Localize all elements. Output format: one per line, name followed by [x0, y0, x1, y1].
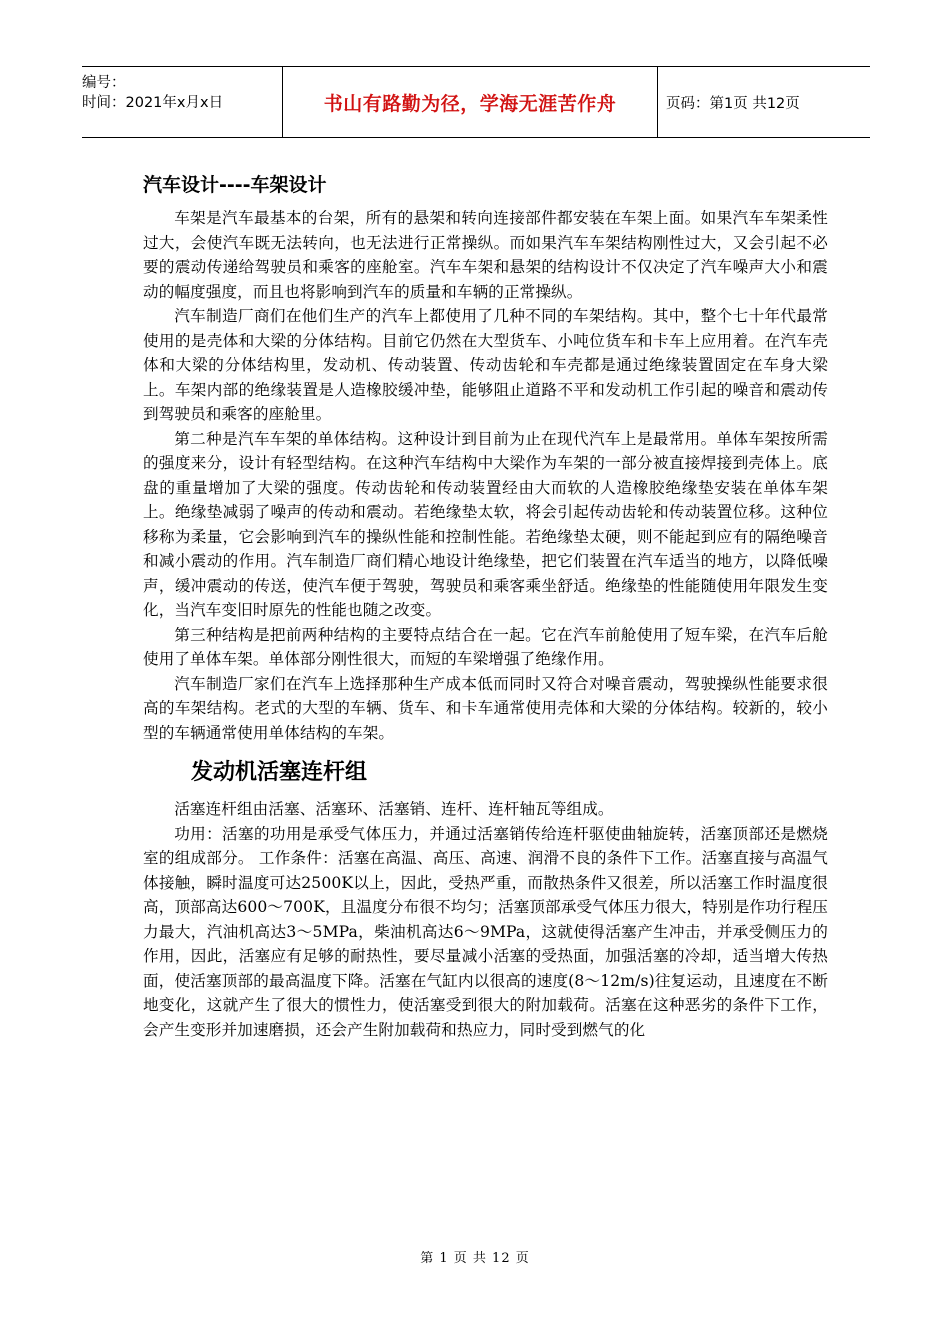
- document-number-label: 编号：: [82, 75, 126, 91]
- paragraph: 汽车制造厂商们在他们生产的汽车上都使用了几种不同的车架结构。其中，整个七十年代最常使用的是壳体和大梁的分体结构。目前它仍然在大型货车、小吨位货车和卡车上应用着。在汽车壳体和大梁的分体结构里，发动机、传动装置、传动齿轮和车壳都是通过绝缘装置固定在车身大梁上。车架内部的绝缘装置是人造橡胶缓冲垫，能够阻止道路不平和发动机工作引起的噪音和震动传到驾驶员和乘客的座舱里。: [143, 307, 828, 423]
- paragraph: 功用：活塞的功用是承受气体压力，并通过活塞销传给连杆驱使曲轴旋转，活塞顶部还是燃烧室的组成部分。 工作条件：活塞在高温、高压、高速、润滑不良的条件下工作。活塞直接与高温气体接触，瞬时温度可达2500K以上，因此，受热严重，而散热条件又很差，所以活塞工作时温度很高，顶部高达600～700K，且温度分布很不均匀；活塞顶部承受气体压力很大，特别是作功行程压力最大，汽油机高达3～5MPa，柴油机高达6～9MPa，这就使得活塞产生冲击，并承受侧压力的作用，因此，活塞应有足够的耐热性，要尽量减小活塞的受热面，加强活塞的冷却，适当增大传热面，使活塞顶部的最高温度下降。活塞在气缸内以很高的速度(8～12m/s)往复运动，且速度在不断地变化，这就产生了很大的惯性力，使活塞受到很大的附加载荷。活塞在这种恶劣的条件下工作，会产生变形并加速磨损，还会产生附加载荷和热应力，同时受到燃气的化: [143, 824, 828, 1039]
- document-date: 时间：2021年x月x日: [82, 95, 224, 111]
- page-header: [82, 66, 870, 138]
- header-meta: [82, 67, 282, 137]
- article-title: 汽车设计----车架设计: [143, 174, 327, 196]
- section-title: 发动机活塞连杆组: [191, 760, 368, 785]
- document-body: [143, 172, 828, 1042]
- paragraph: 汽车制造厂家们在汽车上选择那种生产成本低而同时又符合对噪音震动，驾驶操纵性能要求很高的车架结构。老式的大型的车辆、货车、和卡车通常使用壳体和大梁的分体结构。较新的，较小型的车辆通常使用单体结构的车架。: [143, 674, 828, 742]
- paragraph: 车架是汽车最基本的台架，所有的悬架和转向连接部件都安装在车架上面。如果汽车车架柔性过大，会使汽车既无法转向，也无法进行正常操纵。而如果汽车车架结构刚性过大，又会引起不必要的震动传递给驾驶员和乘客的座舱室。汽车车架和悬架的结构设计不仅决定了汽车噪声大小和震动的幅度强度，而且也将影响到汽车的质量和车辆的正常操纵。: [143, 209, 828, 301]
- header-motto: 书山有路勤为径，学海无涯苦作舟: [282, 67, 658, 137]
- header-page-info: 页码：第1页 共12页: [666, 95, 800, 112]
- paragraph: 活塞连杆组由活塞、活塞环、活塞销、连杆、连杆轴瓦等组成。: [174, 800, 614, 818]
- page-footer: 第 1 页 共 12 页: [420, 1251, 530, 1266]
- paragraph: 第二种是汽车车架的单体结构。这种设计到目前为止在现代汽车上是最常用。单体车架按所需的强度来分，设计有轻型结构。在这种汽车结构中大梁作为车架的一部分被直接焊接到壳体上。底盘的重量增加了大梁的强度。传动齿轮和传动装置经由大而软的人造橡胶绝缘垫安装在单体车架上。绝缘垫减弱了噪声的传动和震动。若绝缘垫太软，将会引起传动齿轮和传动装置位移。这种位移称为柔量，它会影响到汽车的操纵性能和控制性能。若绝缘垫太硬，则不能起到应有的隔绝噪音和减小震动的作用。汽车制造厂商们精心地设计绝缘垫，把它们装置在汽车适当的地方，以降低噪声，缓冲震动的传送，使汽车便于驾驶，驾驶员和乘客乘坐舒适。绝缘垫的性能随使用年限发生变化，当汽车变旧时原先的性能也随之改变。: [143, 429, 828, 619]
- paragraph: 第三种结构是把前两种结构的主要特点结合在一起。它在汽车前舱使用了短车梁，在汽车后舱使用了单体车架。单体部分刚性很大，而短的车梁增强了绝缘作用。: [143, 625, 828, 668]
